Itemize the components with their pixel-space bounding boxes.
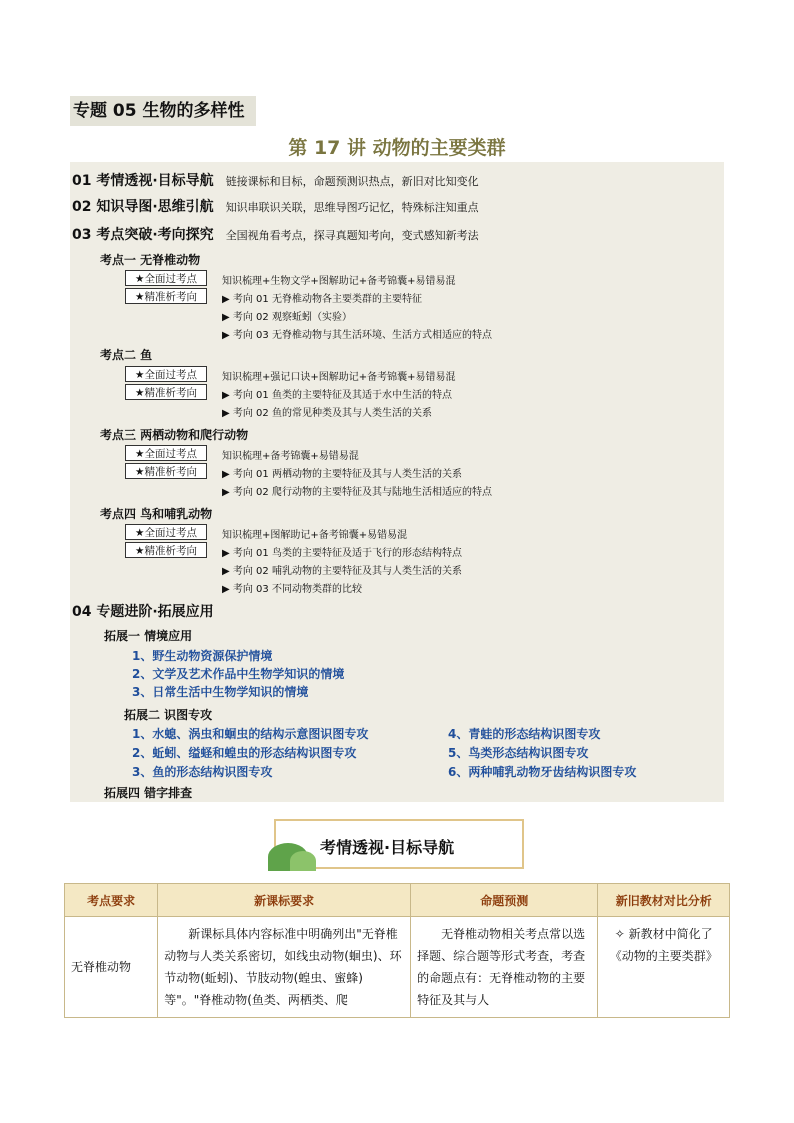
topic-header: 专题 05 生物的多样性: [70, 96, 256, 126]
section-banner: [274, 819, 524, 869]
cell-prediction: 无脊椎动物相关考点常以选择题、综合题等形式考查，考查的命题点有：无脊椎动物的主要特征及其与人: [411, 917, 598, 1018]
toc-section-2[interactable]: [72, 196, 479, 216]
ext4-title[interactable]: 拓展四 错字排查: [104, 786, 193, 800]
kaodian-2-item-2[interactable]: ▶ 考向 02 鱼的常见种类及其与人类生活的关系: [222, 408, 432, 419]
tag-all-1[interactable]: ★全面过考点: [125, 270, 207, 286]
lecture-title: 第 17 讲 动物的主要类群: [288, 137, 506, 159]
ext2-item-2[interactable]: 2、蚯蚓、缢蛏和蝗虫的形态结构识图专攻: [132, 746, 357, 760]
toc-section-3[interactable]: [72, 224, 479, 244]
cell-topic: 无脊椎动物: [65, 917, 158, 1018]
kaodian-1-title[interactable]: 考点一 无脊椎动物: [100, 253, 201, 267]
toc-section-1[interactable]: [72, 170, 479, 190]
col-header: 新旧教材对比分析: [598, 884, 730, 917]
kaodian-2-title[interactable]: 考点二 鱼: [100, 348, 153, 362]
kaodian-2-item-1[interactable]: ▶ 考向 01 鱼类的主要特征及其适于水中生活的特点: [222, 390, 452, 401]
cell-comparison: ✧ 新教材中简化了《动物的主要类群》: [598, 917, 730, 1018]
tag-all-4[interactable]: ★全面过考点: [125, 524, 207, 540]
section-title: 03 考点突破·考向探究: [72, 227, 214, 243]
section-note: 链接课标和目标，命题预测识热点，新旧对比知变化: [225, 175, 479, 188]
section-note: 全国视角看考点，探寻真题知考向，变式感知新考法: [225, 229, 479, 242]
hill-icon: [290, 851, 316, 871]
table-row: [65, 917, 730, 1018]
kaodian-4-item-2[interactable]: ▶ 考向 02 哺乳动物的主要特征及其与人类生活的关系: [222, 566, 462, 577]
kaodian-1-overview: 知识梳理+生物文学+图解助记+备考锦囊+易错易混: [222, 276, 456, 287]
banner-title: 考情透视·目标导航: [320, 838, 455, 857]
col-header: 新课标要求: [158, 884, 411, 917]
ext2-item-5[interactable]: 5、鸟类形态结构识图专攻: [448, 746, 589, 760]
kaodian-3-item-2[interactable]: ▶ 考向 02 爬行动物的主要特征及其与陆地生活相适应的特点: [222, 487, 492, 498]
kaodian-3-overview: 知识梳理+备考锦囊+易错易混: [222, 451, 359, 462]
ext2-title[interactable]: 拓展二 识图专攻: [124, 708, 213, 722]
kaodian-1-item-2[interactable]: ▶ 考向 02 观察蚯蚓（实验）: [222, 312, 352, 323]
ext1-item-2[interactable]: 2、文学及艺术作品中生物学知识的情境: [132, 667, 345, 681]
ext2-item-4[interactable]: 4、青蛙的形态结构识图专攻: [448, 727, 601, 741]
tag-precise-1[interactable]: ★精准析考向: [125, 288, 207, 304]
section-title: 04 专题进阶·拓展应用: [72, 604, 214, 620]
ext1-item-1[interactable]: 1、野生动物资源保护情境: [132, 649, 273, 663]
col-header: 命题预测: [411, 884, 598, 917]
ext2-item-1[interactable]: 1、水螅、涡虫和蛔虫的结构示意图识图专攻: [132, 727, 369, 741]
kaodian-2-overview: 知识梳理+强记口诀+图解助记+备考锦囊+易错易混: [222, 372, 456, 383]
toc-section-4[interactable]: [72, 601, 214, 621]
ext2-item-6[interactable]: 6、两种哺乳动物牙齿结构识图专攻: [448, 765, 637, 779]
tag-precise-3[interactable]: ★精准析考向: [125, 463, 207, 479]
kaodian-4-item-3[interactable]: ▶ 考向 03 不同动物类群的比较: [222, 584, 362, 595]
requirements-table: [64, 883, 730, 1018]
kaodian-4-title[interactable]: 考点四 鸟和哺乳动物: [100, 507, 213, 521]
kaodian-4-item-1[interactable]: ▶ 考向 01 鸟类的主要特征及适于飞行的形态结构特点: [222, 548, 462, 559]
ext1-item-3[interactable]: 3、日常生活中生物学知识的情境: [132, 685, 309, 699]
table-header-row: [65, 884, 730, 917]
tag-precise-2[interactable]: ★精准析考向: [125, 384, 207, 400]
cell-standard: 新课标具体内容标准中明确列出"无脊椎动物与人类关系密切，如线虫动物(蛔虫)、环节动物(蚯蚓)、节肢动物(蝗虫、蜜蜂)等"。"脊椎动物(鱼类、两栖类、爬: [158, 917, 411, 1018]
kaodian-1-item-3[interactable]: ▶ 考向 03 无脊椎动物与其生活环境、生活方式相适应的特点: [222, 330, 492, 341]
section-note: 知识串联识关联，思维导图巧记忆，特殊标注知重点: [225, 201, 479, 214]
section-title: 01 考情透视·目标导航: [72, 173, 214, 189]
section-title: 02 知识导图·思维引航: [72, 199, 214, 215]
ext2-item-3[interactable]: 3、鱼的形态结构识图专攻: [132, 765, 273, 779]
tag-precise-4[interactable]: ★精准析考向: [125, 542, 207, 558]
tag-all-2[interactable]: ★全面过考点: [125, 366, 207, 382]
kaodian-3-item-1[interactable]: ▶ 考向 01 两栖动物的主要特征及其与人类生活的关系: [222, 469, 462, 480]
col-header: 考点要求: [65, 884, 158, 917]
kaodian-1-item-1[interactable]: ▶ 考向 01 无脊椎动物各主要类群的主要特征: [222, 294, 422, 305]
kaodian-3-title[interactable]: 考点三 两栖动物和爬行动物: [100, 428, 249, 442]
ext1-title[interactable]: 拓展一 情境应用: [104, 629, 193, 643]
tag-all-3[interactable]: ★全面过考点: [125, 445, 207, 461]
kaodian-4-overview: 知识梳理+图解助记+备考锦囊+易错易混: [222, 530, 408, 541]
